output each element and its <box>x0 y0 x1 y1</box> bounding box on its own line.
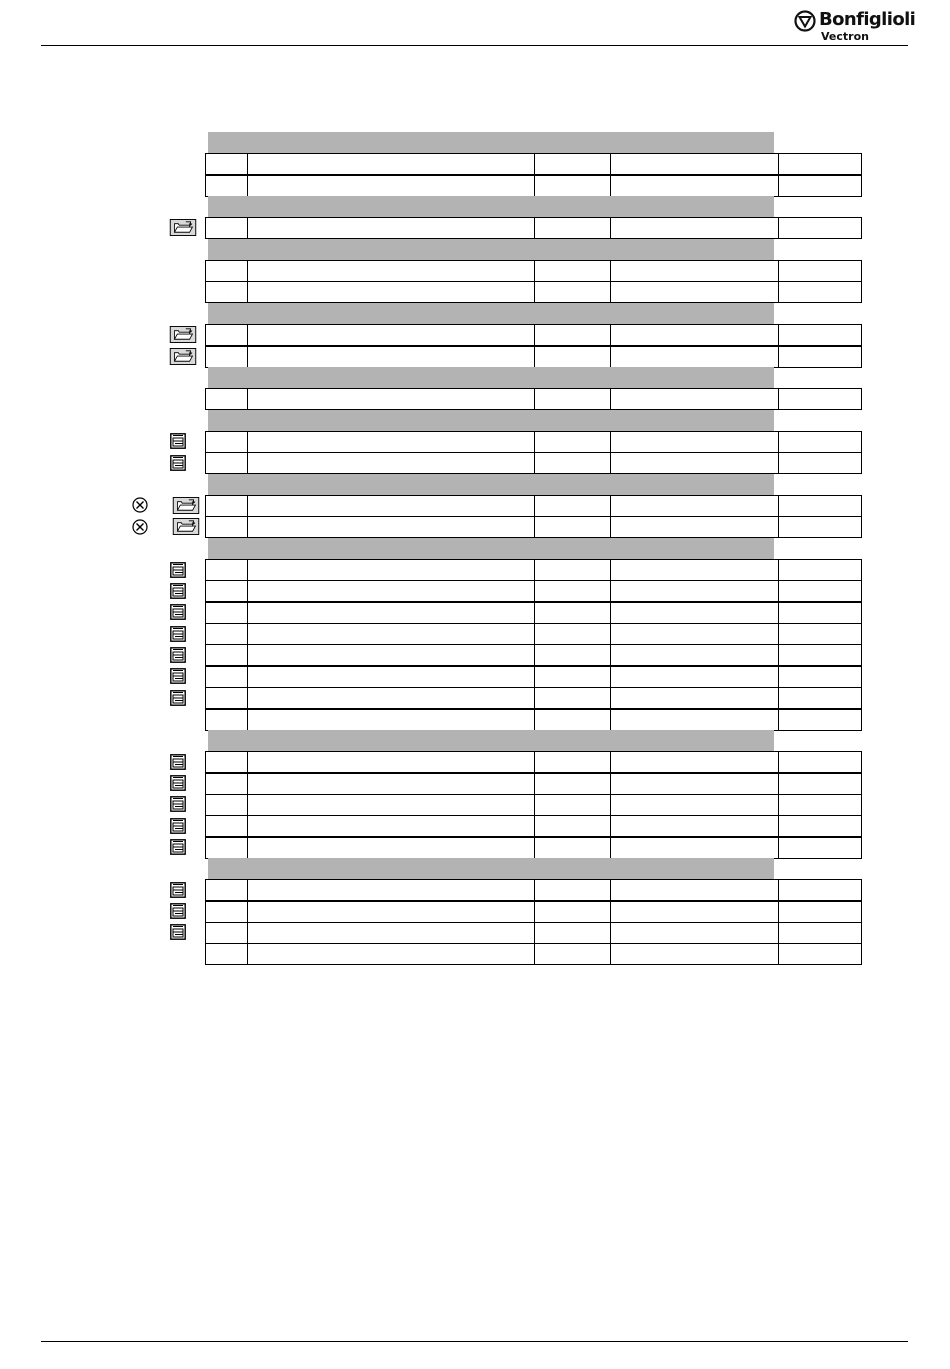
section-header-bar <box>208 367 774 388</box>
table-cell <box>778 517 862 537</box>
table-row <box>205 901 862 923</box>
table-cell <box>610 923 779 943</box>
table-cell <box>610 603 779 623</box>
table-cell <box>778 581 862 601</box>
table-cell <box>534 325 611 345</box>
table-row <box>205 794 862 816</box>
table-cell <box>206 774 249 794</box>
table-cell <box>610 453 779 473</box>
folder-icon <box>172 518 200 535</box>
parameter-set-icon <box>170 668 186 684</box>
table-row <box>205 431 862 453</box>
brand-subname: Vectron <box>821 30 869 43</box>
table-row <box>205 815 862 837</box>
table-cell <box>534 581 611 601</box>
table-row <box>205 388 862 410</box>
table-cell <box>206 816 249 836</box>
table-cell <box>206 944 249 964</box>
table-cell <box>534 795 611 815</box>
table-cell <box>247 453 536 473</box>
section-header-bar <box>208 132 774 153</box>
parameter-set-icon <box>170 626 186 642</box>
table-row <box>205 217 862 239</box>
folder-icon <box>169 326 197 343</box>
section-header-bar <box>208 239 774 260</box>
parameter-set-icon <box>170 924 186 940</box>
table-cell <box>206 624 249 644</box>
table-cell <box>534 496 611 516</box>
table-cell <box>778 347 862 367</box>
table-cell <box>206 432 249 452</box>
table-row <box>205 666 862 688</box>
footer-rule <box>41 1341 908 1342</box>
table-cell <box>247 347 536 367</box>
parameter-set-icon <box>170 562 186 578</box>
table-cell <box>247 432 536 452</box>
table-cell <box>534 282 611 302</box>
parameter-set-icon <box>170 690 186 706</box>
table-cell <box>778 624 862 644</box>
table-cell <box>206 218 249 238</box>
table-cell <box>778 752 862 772</box>
table-cell <box>206 517 249 537</box>
table-cell <box>610 624 779 644</box>
table-cell <box>206 667 249 687</box>
table-cell <box>247 218 536 238</box>
table-cell <box>610 176 779 196</box>
table-cell <box>206 154 249 174</box>
table-cell <box>610 667 779 687</box>
table-cell <box>610 902 779 922</box>
table-cell <box>247 154 536 174</box>
table-row <box>205 943 862 965</box>
parameter-set-icon <box>170 647 186 663</box>
section-header-bar <box>208 196 774 217</box>
table-cell <box>610 282 779 302</box>
table-row <box>205 709 862 731</box>
table-cell <box>610 218 779 238</box>
table-cell <box>206 389 249 409</box>
table-cell <box>206 282 249 302</box>
table-cell <box>247 581 536 601</box>
table-cell <box>206 560 249 580</box>
table-cell <box>610 795 779 815</box>
folder-icon <box>169 219 197 236</box>
table-cell <box>778 325 862 345</box>
table-cell <box>778 688 862 708</box>
table-cell <box>778 816 862 836</box>
parameter-set-icon <box>170 818 186 834</box>
table-cell <box>247 176 536 196</box>
table-cell <box>610 752 779 772</box>
table-cell <box>206 176 249 196</box>
warning-icon <box>132 519 148 535</box>
table-cell <box>534 838 611 858</box>
table-cell <box>610 880 779 900</box>
table-cell <box>534 154 611 174</box>
table-cell <box>610 154 779 174</box>
table-cell <box>247 560 536 580</box>
table-cell <box>610 517 779 537</box>
table-cell <box>534 880 611 900</box>
table-cell <box>247 944 536 964</box>
table-cell <box>534 774 611 794</box>
table-cell <box>247 880 536 900</box>
table-cell <box>610 347 779 367</box>
section-header-bar <box>208 730 774 751</box>
table-row <box>205 260 862 282</box>
table-cell <box>247 261 536 281</box>
table-row <box>205 644 862 666</box>
folder-icon <box>172 497 200 514</box>
table-cell <box>206 688 249 708</box>
table-cell <box>610 389 779 409</box>
table-cell <box>778 710 862 730</box>
table-cell <box>534 347 611 367</box>
brand-name: Bonfiglioli <box>819 9 916 30</box>
table-cell <box>534 453 611 473</box>
table-cell <box>247 325 536 345</box>
table-cell <box>247 496 536 516</box>
table-cell <box>206 347 249 367</box>
table-cell <box>778 389 862 409</box>
table-cell <box>778 261 862 281</box>
table-cell <box>778 944 862 964</box>
table-cell <box>778 795 862 815</box>
table-cell <box>778 923 862 943</box>
table-cell <box>778 667 862 687</box>
table-row <box>205 516 862 538</box>
table-cell <box>206 752 249 772</box>
table-row <box>205 175 862 197</box>
table-cell <box>778 880 862 900</box>
table-row <box>205 922 862 944</box>
table-cell <box>247 389 536 409</box>
table-cell <box>206 581 249 601</box>
table-cell <box>247 838 536 858</box>
table-row <box>205 879 862 901</box>
table-cell <box>778 838 862 858</box>
table-cell <box>610 325 779 345</box>
table-row <box>205 346 862 368</box>
table-cell <box>247 517 536 537</box>
parameter-set-icon <box>170 433 186 449</box>
section-header-bar <box>208 303 774 324</box>
section-header-bar <box>208 474 774 495</box>
table-cell <box>247 774 536 794</box>
table-cell <box>534 389 611 409</box>
table-row <box>205 837 862 859</box>
table-cell <box>610 816 779 836</box>
table-cell <box>534 645 611 665</box>
table-cell <box>534 517 611 537</box>
table-cell <box>534 218 611 238</box>
table-cell <box>247 816 536 836</box>
table-cell <box>534 923 611 943</box>
section-header-bar <box>208 858 774 879</box>
parameter-set-icon <box>170 754 186 770</box>
table-row <box>205 452 862 474</box>
parameter-set-icon <box>170 775 186 791</box>
table-row <box>205 687 862 709</box>
table-cell <box>534 944 611 964</box>
table-cell <box>534 816 611 836</box>
table-cell <box>610 688 779 708</box>
table-cell <box>534 710 611 730</box>
table-cell <box>778 453 862 473</box>
table-cell <box>610 838 779 858</box>
table-cell <box>247 752 536 772</box>
table-cell <box>247 282 536 302</box>
table-row <box>205 495 862 517</box>
table-cell <box>206 880 249 900</box>
folder-icon <box>169 348 197 365</box>
table-cell <box>534 752 611 772</box>
table-cell <box>247 667 536 687</box>
table-cell <box>534 261 611 281</box>
section-header-bar <box>208 410 774 431</box>
table-cell <box>534 624 611 644</box>
table-cell <box>247 645 536 665</box>
table-cell <box>206 645 249 665</box>
table-cell <box>778 902 862 922</box>
table-cell <box>247 795 536 815</box>
table-cell <box>778 496 862 516</box>
table-row <box>205 623 862 645</box>
table-row <box>205 602 862 624</box>
table-row <box>205 153 862 175</box>
table-row <box>205 324 862 346</box>
table-cell <box>534 667 611 687</box>
parameter-set-icon <box>170 796 186 812</box>
table-cell <box>610 774 779 794</box>
table-cell <box>778 176 862 196</box>
table-row <box>205 773 862 795</box>
table-cell <box>610 710 779 730</box>
table-cell <box>206 838 249 858</box>
table-cell <box>610 645 779 665</box>
table-row <box>205 559 862 581</box>
table-cell <box>206 902 249 922</box>
table-cell <box>534 176 611 196</box>
table-cell <box>778 432 862 452</box>
table-cell <box>206 603 249 623</box>
table-cell <box>610 261 779 281</box>
table-cell <box>534 902 611 922</box>
parameter-set-icon <box>170 839 186 855</box>
table-cell <box>247 688 536 708</box>
table-cell <box>610 496 779 516</box>
table-cell <box>778 282 862 302</box>
table-cell <box>778 774 862 794</box>
table-cell <box>206 325 249 345</box>
table-cell <box>206 453 249 473</box>
parameter-set-icon <box>170 604 186 620</box>
table-cell <box>610 432 779 452</box>
section-header-bar <box>208 538 774 559</box>
parameter-set-icon <box>170 583 186 599</box>
table-cell <box>206 710 249 730</box>
table-row <box>205 580 862 602</box>
table-cell <box>778 218 862 238</box>
table-cell <box>534 432 611 452</box>
table-cell <box>778 154 862 174</box>
table-cell <box>247 603 536 623</box>
warning-icon <box>132 497 148 513</box>
table-cell <box>247 923 536 943</box>
table-cell <box>534 560 611 580</box>
parameter-set-icon <box>170 882 186 898</box>
table-row <box>205 281 862 303</box>
table-cell <box>534 603 611 623</box>
table-cell <box>534 688 611 708</box>
table-cell <box>206 923 249 943</box>
table-cell <box>610 581 779 601</box>
table-cell <box>778 645 862 665</box>
table-cell <box>610 944 779 964</box>
table-cell <box>247 624 536 644</box>
table-cell <box>247 902 536 922</box>
table-cell <box>778 603 862 623</box>
parameter-set-icon <box>170 903 186 919</box>
table-cell <box>778 560 862 580</box>
table-cell <box>206 795 249 815</box>
parameter-set-icon <box>170 455 186 471</box>
table-cell <box>610 560 779 580</box>
table-cell <box>206 496 249 516</box>
table-row <box>205 751 862 773</box>
table-cell <box>247 710 536 730</box>
table-cell <box>206 261 249 281</box>
